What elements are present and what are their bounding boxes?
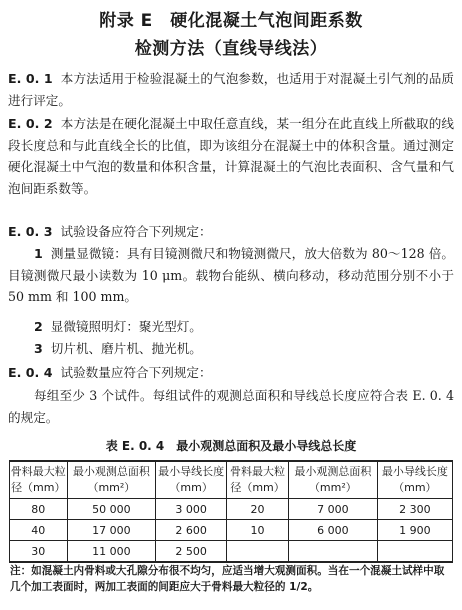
table-cell: 2 500 <box>156 541 227 563</box>
table-row <box>10 520 453 541</box>
table-cell <box>289 541 378 563</box>
table-title: 表 E. 0. 4 最小观测总面积及最小导线总长度 <box>105 439 357 453</box>
table-row <box>10 541 453 563</box>
table-row <box>10 499 453 520</box>
table-cell: 17 000 <box>67 520 156 541</box>
table-cell: 50 000 <box>67 499 156 520</box>
appendix-title: 附录 E 硬化混凝土气泡间距系数 <box>99 11 363 31</box>
header-cell: 最小导线长度（mm） <box>156 461 227 499</box>
clause-number: E. 0. 3 <box>8 224 53 239</box>
clause-text: 试验数量应符合下列规定： <box>60 365 212 380</box>
table-cell: 10 <box>227 520 289 541</box>
clause-number: E. 0. 4 <box>8 365 53 380</box>
table-note: 注：如混凝土内骨料或大孔隙分布很不均匀，应适当增大观测面积。当在一个混凝土试样中取几个加工表面时，两加工表面的间距应大于骨料最大粒径的 1/2。 <box>10 565 445 593</box>
item-number: 1 <box>34 246 43 261</box>
item-text: 切片机、磨片机、抛光机。 <box>50 341 202 356</box>
header-cell: 最小观测总面积（mm²） <box>67 461 156 499</box>
clause-text: 试验设备应符合下列规定： <box>60 224 212 239</box>
equipment-item-1 <box>8 243 454 308</box>
table-cell: 30 <box>10 541 68 563</box>
table-cell: 2 300 <box>377 499 452 520</box>
clause-number: E. 0. 2 <box>8 116 53 131</box>
table-cell: 1 900 <box>377 520 452 541</box>
header-cell: 最小导线长度（mm） <box>377 461 452 499</box>
specimen-table <box>9 460 453 563</box>
header-cell: 骨料最大粒径（mm） <box>227 461 289 499</box>
table-cell <box>227 541 289 563</box>
clause-text: 本方法是在硬化混凝土中取任意直线，某一组分在此直线上所截取的线段长度总和与此直线全长的比值，即为该组分在混凝土中的体积含量。通过测定硬化混凝土中气泡的数量和体积含量，计算混凝土的气泡比表面积、含气量和气泡间距系数等。 <box>8 116 454 196</box>
header-cell: 最小观测总面积（mm²） <box>289 461 378 499</box>
equipment-item-2 <box>8 316 454 338</box>
clause-text: 本方法适用于检验混凝土的气泡参数，也适用于对混凝土引气剂的品质进行评定。 <box>8 71 454 108</box>
table-cell: 20 <box>227 499 289 520</box>
clause-e02 <box>8 113 454 199</box>
table-cell: 7 000 <box>289 499 378 520</box>
table-cell: 2 600 <box>156 520 227 541</box>
table-header-row <box>10 461 453 499</box>
item-text: 显微镜照明灯：聚光型灯。 <box>50 319 202 334</box>
item-number: 2 <box>34 319 43 334</box>
table-cell: 11 000 <box>67 541 156 563</box>
appendix-subtitle: 检测方法（直线导线法） <box>134 39 328 59</box>
table-cell: 6 000 <box>289 520 378 541</box>
table-cell: 80 <box>10 499 68 520</box>
header-cell: 骨料最大粒径（mm） <box>10 461 68 499</box>
table-cell: 40 <box>10 520 68 541</box>
clause-number: E. 0. 1 <box>8 71 53 86</box>
item-text: 测量显微镜：具有目镜测微尺和物镜测微尺，放大倍数为 80～128 倍。目镜测微尺最小读数为 10 μm。载物台能纵、横向移动，移动范围分别不小于 50 mm 和 100 mm。 <box>8 246 454 304</box>
clause-text: 每组至少 3 个试件。每组试件的观测总面积和导线总长度应符合表 E. 0. 4 的规定。 <box>8 388 454 425</box>
clause-e01 <box>8 68 454 111</box>
clause-e04-body <box>8 385 454 428</box>
table-cell <box>377 541 452 563</box>
clause-e04 <box>8 362 454 384</box>
clause-e03 <box>8 221 454 243</box>
equipment-item-3 <box>8 338 454 360</box>
item-number: 3 <box>34 341 43 356</box>
table-cell: 3 000 <box>156 499 227 520</box>
